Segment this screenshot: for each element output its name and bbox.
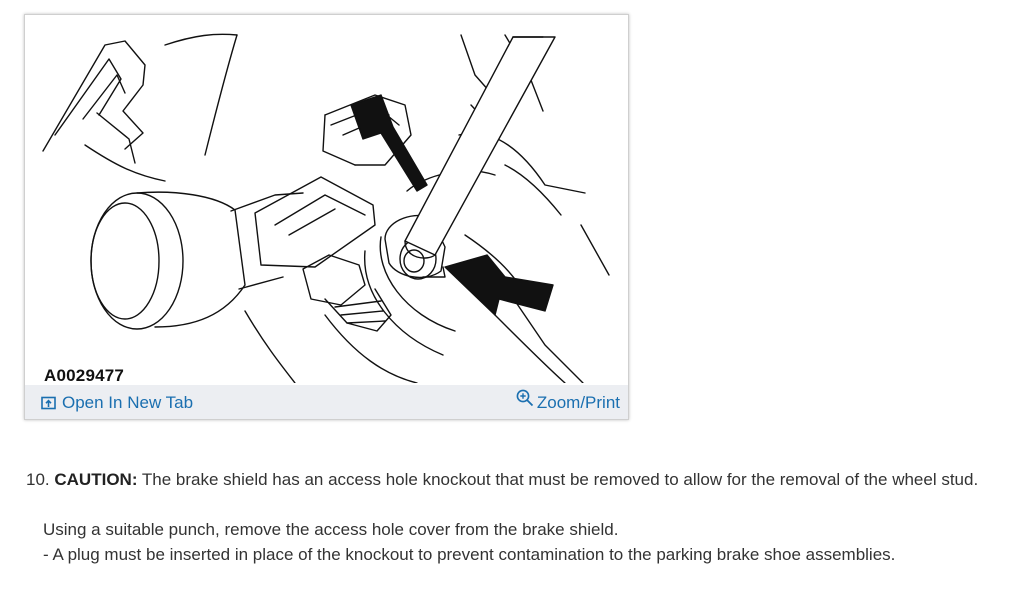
figure-id-label: A0029477: [44, 366, 125, 385]
zoom-print-label: Zoom/Print: [536, 393, 620, 412]
brake-shield-illustration: [25, 15, 628, 383]
open-in-new-tab-link[interactable]: [41, 393, 193, 413]
caution-text: The brake shield has an access hole knockout that must be removed to allow for the removal of the wheel stud.: [137, 470, 979, 489]
caution-label: CAUTION:: [54, 470, 138, 489]
figure-toolbar: [25, 385, 628, 419]
zoom-in-icon: [516, 389, 534, 407]
figure-panel: [24, 14, 629, 420]
open-in-new-tab-icon: [41, 396, 56, 410]
zoom-print-link[interactable]: [516, 389, 620, 413]
open-in-new-tab-label: Open In New Tab: [62, 393, 194, 412]
step-instruction: Using a suitable punch, remove the access hole cover from the brake shield.: [43, 520, 619, 539]
step-caution: [26, 470, 978, 490]
step-note: - A plug must be inserted in place of the knockout to prevent contamination to the parking brake shoe assemblies.: [43, 545, 896, 564]
step-number: 10.: [26, 470, 50, 489]
